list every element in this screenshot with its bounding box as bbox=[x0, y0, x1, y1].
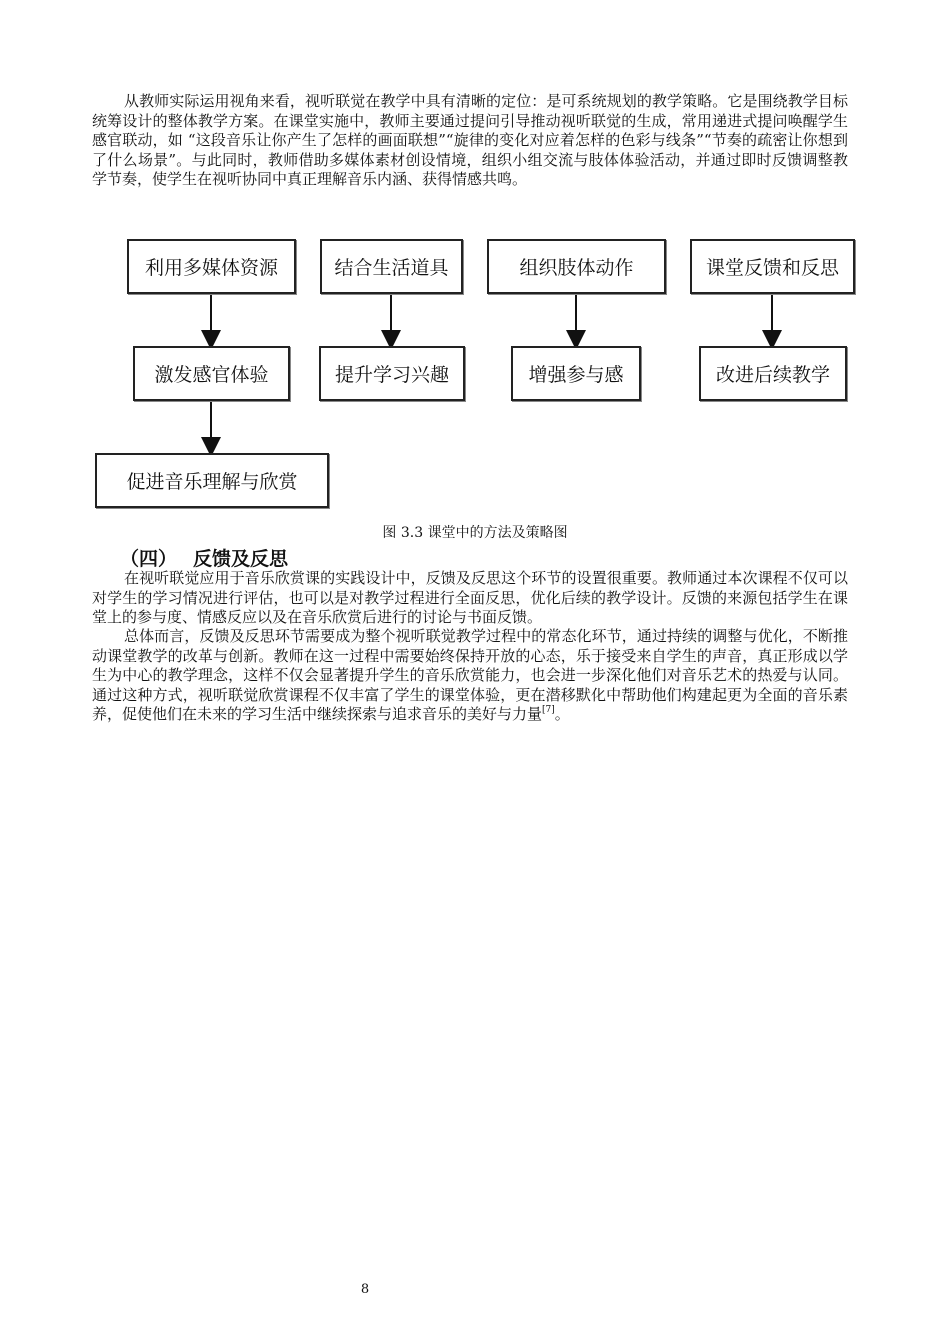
diagram-box-feedback-reflection: 课堂反馈和反思 bbox=[690, 239, 855, 294]
summary-end: 。 bbox=[554, 705, 570, 724]
summary-text: 总体而言，反馈及反思环节需要成为整个视听联觉教学过程中的常态化环节，通过持续的调整与优化，不断推动课堂教学的改革与创新。教师在这一过程中需要始终保持开放的心态，乐于接受来自学生的声音，真正形成以学生为中心的教学理念，这样不仅会显著提升学生的音乐欣赏能力，也会进一步深化他们对音乐艺术的热爱与认同。通过这种方式，视听联觉欣赏课程不仅丰富了学生的课堂体验，更在潜移默化中帮助他们构建起更为全面的音乐素养，促使他们在未来的学习生活中继续探索与追求音乐的美好与力量 bbox=[92, 627, 848, 724]
diagram-box-multimedia: 利用多媒体资源 bbox=[127, 239, 296, 294]
feedback-paragraph: 在视听联觉应用于音乐欣赏课的实践设计中，反馈及反思这个环节的设置很重要。教师通过本次课程不仅可以对学生的学习情况进行评估，也可以是对教学过程进行全面反思，优化后续的教学设计。反馈的来源包括学生在课堂上的参与度、情感反应以及在音乐欣赏后进行的讨论与书面反馈。 bbox=[92, 569, 848, 627]
diagram-box-sensory-experience: 激发感官体验 bbox=[133, 346, 290, 401]
diagram-box-participation: 增强参与感 bbox=[511, 346, 641, 401]
diagram-box-learning-interest: 提升学习兴趣 bbox=[319, 346, 465, 401]
section-title: 反馈及反思 bbox=[193, 548, 289, 570]
intro-paragraph: 从教师实际运用视角来看，视听联觉在教学中具有清晰的定位：是可系统规划的教学策略。它是围绕教学目标统筹设计的整体教学方案。在课堂实施中，教师主要通过提问引导推动视听联觉的生成，常用递进式提问唤醒学生感官联动，如 “这段音乐让你产生了怎样的画面联想”“旋律的变化对应着怎样的色彩与线条”“节奏的疏密让你想到了什么场景”。与此同时，教师借助多媒体素材创设情境，组织小组交流与肢体体验活动，并通过即时反馈调整教学节奏，使学生在视听协同中真正理解音乐内涵、获得情感共鸣。 bbox=[92, 92, 848, 189]
page-number: 8 bbox=[360, 1282, 370, 1297]
diagram-box-music-understanding: 促进音乐理解与欣赏 bbox=[95, 453, 329, 508]
citation-reference: [7] bbox=[542, 705, 555, 716]
diagram-box-life-props: 结合生活道具 bbox=[320, 239, 463, 294]
section-heading bbox=[120, 544, 288, 571]
figure-caption: 图 3.3 课堂中的方法及策略图 bbox=[382, 525, 568, 541]
summary-paragraph bbox=[92, 627, 848, 725]
diagram-box-body-movement: 组织肢体动作 bbox=[487, 239, 666, 294]
diagram-box-improve-teaching: 改进后续教学 bbox=[699, 346, 847, 401]
section-number: （四） bbox=[120, 548, 178, 570]
